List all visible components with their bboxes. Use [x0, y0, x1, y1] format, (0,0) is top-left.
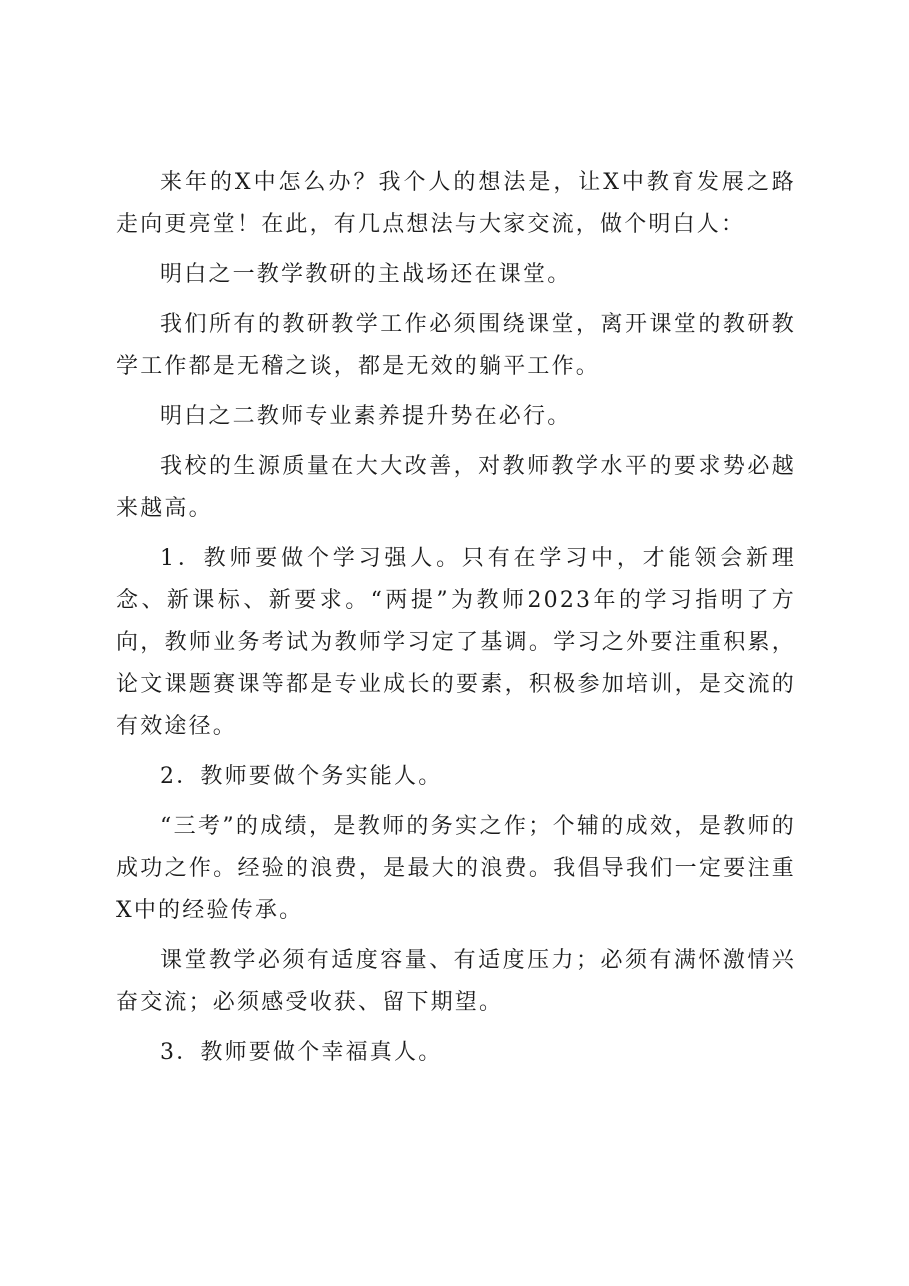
- paragraph-item-3: 3．教师要做个幸福真人。: [160, 1040, 443, 1065]
- heading-point-two: 明白之二教师专业素养提升势在必行。: [160, 404, 572, 429]
- paragraph-students: 我校的生源质量在大大改善，对教师教学水平的要求势必越来越高。: [116, 454, 796, 521]
- paragraph-intro: 来年的X中怎么办？我个人的想法是，让X中教育发展之路走向更亮堂！在此，有几点想法与大家交流，做个明白人：: [116, 170, 796, 237]
- document-body: [116, 162, 796, 1082]
- paragraph-item-2: 2．教师要做个务实能人。: [160, 764, 443, 789]
- paragraph-three-exams: “三考”的成绩，是教师的务实之作；个辅的成效，是教师的成功之作。经验的浪费，是最大的浪费。我倡导我们一定要注重X中的经验传承。: [116, 814, 796, 923]
- paragraph-classroom: 我们所有的教研教学工作必须围绕课堂，离开课堂的教研教学工作都是无稽之谈，都是无效的躺平工作。: [116, 312, 796, 379]
- paragraph-teaching: 课堂教学必须有适度容量、有适度压力；必须有满怀激情兴奋交流；必须感受收获、留下期望。: [116, 948, 796, 1015]
- heading-point-one: 明白之一教学教研的主战场还在课堂。: [160, 262, 572, 287]
- paragraph-item-1: 1．教师要做个学习强人。只有在学习中，才能领会新理念、新课标、新要求。“两提”为教师2023年的学习指明了方向，教师业务考试为教师学习定了基调。学习之外要注重积累，论文课题赛课等都是专业成长的要素，积极参加培训，是交流的有效途径。: [116, 546, 796, 739]
